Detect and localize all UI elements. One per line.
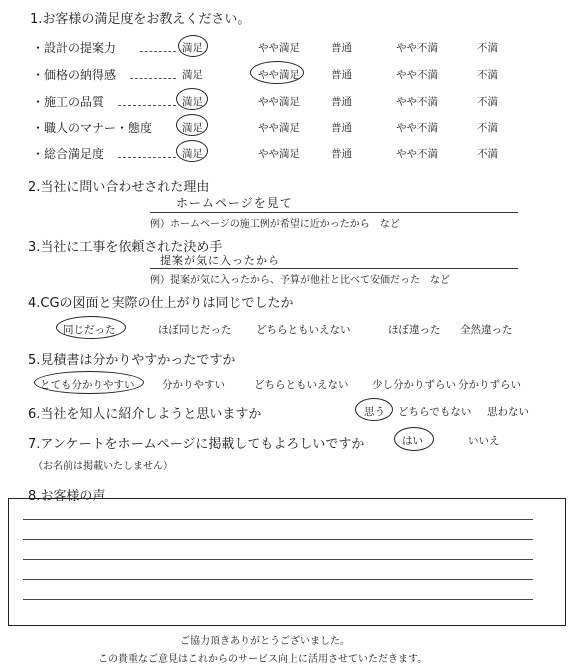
q1-title: 1.お客様の満足度をお教えください。	[30, 12, 251, 27]
q2-example: 例）ホームページの施工例が希望に近かったから など	[150, 219, 400, 230]
q1-option[interactable]: 普通	[331, 96, 352, 108]
q1-row-label: ・総合満足度	[32, 147, 105, 161]
selection-circle	[355, 398, 393, 421]
q7-option[interactable]: はい	[402, 435, 423, 447]
q1-option[interactable]: 普通	[331, 148, 352, 160]
q1-option[interactable]: 不満	[477, 42, 498, 54]
q1-option[interactable]: 不満	[477, 122, 498, 134]
q1-option[interactable]: やや不満	[396, 96, 438, 108]
selection-circle	[178, 35, 208, 57]
q1-option[interactable]: 普通	[331, 69, 352, 81]
q4-option[interactable]: どちらともいえない	[256, 324, 351, 336]
selection-circle	[56, 316, 126, 339]
answer-line	[150, 268, 518, 269]
q8-title: 8.お客様の声	[28, 489, 106, 504]
q1-option[interactable]: やや満足	[258, 42, 300, 54]
q5-option[interactable]: 分かりやすい	[162, 379, 225, 391]
q3-title: 3.当社に工事を依頼された決め手	[28, 240, 223, 255]
selection-circle	[176, 140, 208, 162]
q1-option[interactable]: やや満足	[258, 69, 300, 81]
writing-line	[23, 579, 533, 580]
q1-option[interactable]: 満足	[182, 42, 203, 54]
q1-row-label: ・価格の納得感	[32, 68, 117, 82]
q5-option[interactable]: 少し分かりずらい	[372, 379, 456, 391]
q1-option[interactable]: やや不満	[396, 148, 438, 160]
leader-dots	[118, 105, 176, 106]
q6-option[interactable]: 思う	[364, 406, 385, 418]
q4-option[interactable]: 全然違った	[460, 324, 513, 336]
q5-option[interactable]: とても分かりやすい	[40, 379, 135, 391]
footer-thanks: ご協力頂きありがとうございました。	[180, 636, 350, 647]
leader-dots	[118, 157, 176, 158]
q1-option[interactable]: 不満	[477, 69, 498, 81]
q4-option[interactable]: 同じだった	[63, 324, 116, 336]
q1-option[interactable]: 満足	[182, 69, 203, 81]
q3-handwritten-answer[interactable]: 提案が気に入ったから	[160, 254, 280, 267]
writing-line	[23, 519, 533, 520]
q1-option[interactable]: 不満	[477, 148, 498, 160]
q7-title: 7.アンケートをホームページに掲載してもよろしいですか	[28, 437, 365, 452]
leader-dots	[140, 51, 176, 52]
selection-circle	[250, 61, 304, 84]
q5-option[interactable]: どちらともいえない	[254, 379, 349, 391]
q2-title: 2.当社に問い合わせされた理由	[28, 180, 210, 195]
selection-circle	[176, 88, 208, 110]
q4-option[interactable]: ほぼ違った	[388, 324, 441, 336]
q1-option[interactable]: 不満	[477, 96, 498, 108]
q5-title: 5.見積書は分かりやすかったですか	[28, 353, 236, 368]
q1-row-label: ・職人のマナー・態度	[32, 121, 153, 135]
selection-circle	[394, 427, 434, 451]
q1-row-label: ・設計の提案力	[32, 41, 117, 55]
q6-option[interactable]: どちらでもない	[398, 406, 472, 418]
q4-title: 4.CGの図面と実際の仕上がりは同じでしたか	[28, 296, 294, 311]
selection-circle	[34, 371, 144, 394]
q1-option[interactable]: やや満足	[258, 122, 300, 134]
customer-voice-box[interactable]	[8, 498, 566, 626]
q5-option[interactable]: 分かりずらい	[458, 379, 521, 391]
q1-option[interactable]: やや満足	[258, 96, 300, 108]
footer-note: この貴重なご意見はこれからのサービス向上に活用させていただきます。	[98, 654, 428, 665]
q4-option[interactable]: ほぼ同じだった	[158, 324, 232, 336]
answer-line	[150, 212, 518, 213]
q1-option[interactable]: やや不満	[396, 122, 438, 134]
q2-handwritten-answer[interactable]: ホームページを見て	[176, 196, 293, 210]
q1-option[interactable]: 満足	[182, 96, 203, 108]
writing-line	[23, 599, 533, 600]
q7-option[interactable]: いいえ	[468, 435, 500, 447]
q1-option[interactable]: 満足	[182, 122, 203, 134]
writing-line	[23, 559, 533, 560]
leader-dots	[130, 78, 176, 79]
q6-option[interactable]: 思わない	[487, 406, 529, 418]
q1-option[interactable]: やや不満	[396, 69, 438, 81]
q1-option[interactable]: 普通	[331, 122, 352, 134]
q1-row-label: ・施工の品質	[32, 95, 105, 109]
writing-line	[23, 539, 533, 540]
selection-circle	[176, 114, 208, 136]
q1-option[interactable]: 満足	[182, 148, 203, 160]
q1-option[interactable]: やや不満	[396, 42, 438, 54]
q1-option[interactable]: 普通	[331, 42, 352, 54]
q1-option[interactable]: やや満足	[258, 148, 300, 160]
q7-note: （お名前は掲載いたしません）	[33, 461, 173, 472]
q6-title: 6.当社を知人に紹介しようと思いますか	[28, 407, 262, 422]
q3-example: 例）提案が気に入ったから、予算が他社と比べて安価だった など	[150, 275, 450, 286]
